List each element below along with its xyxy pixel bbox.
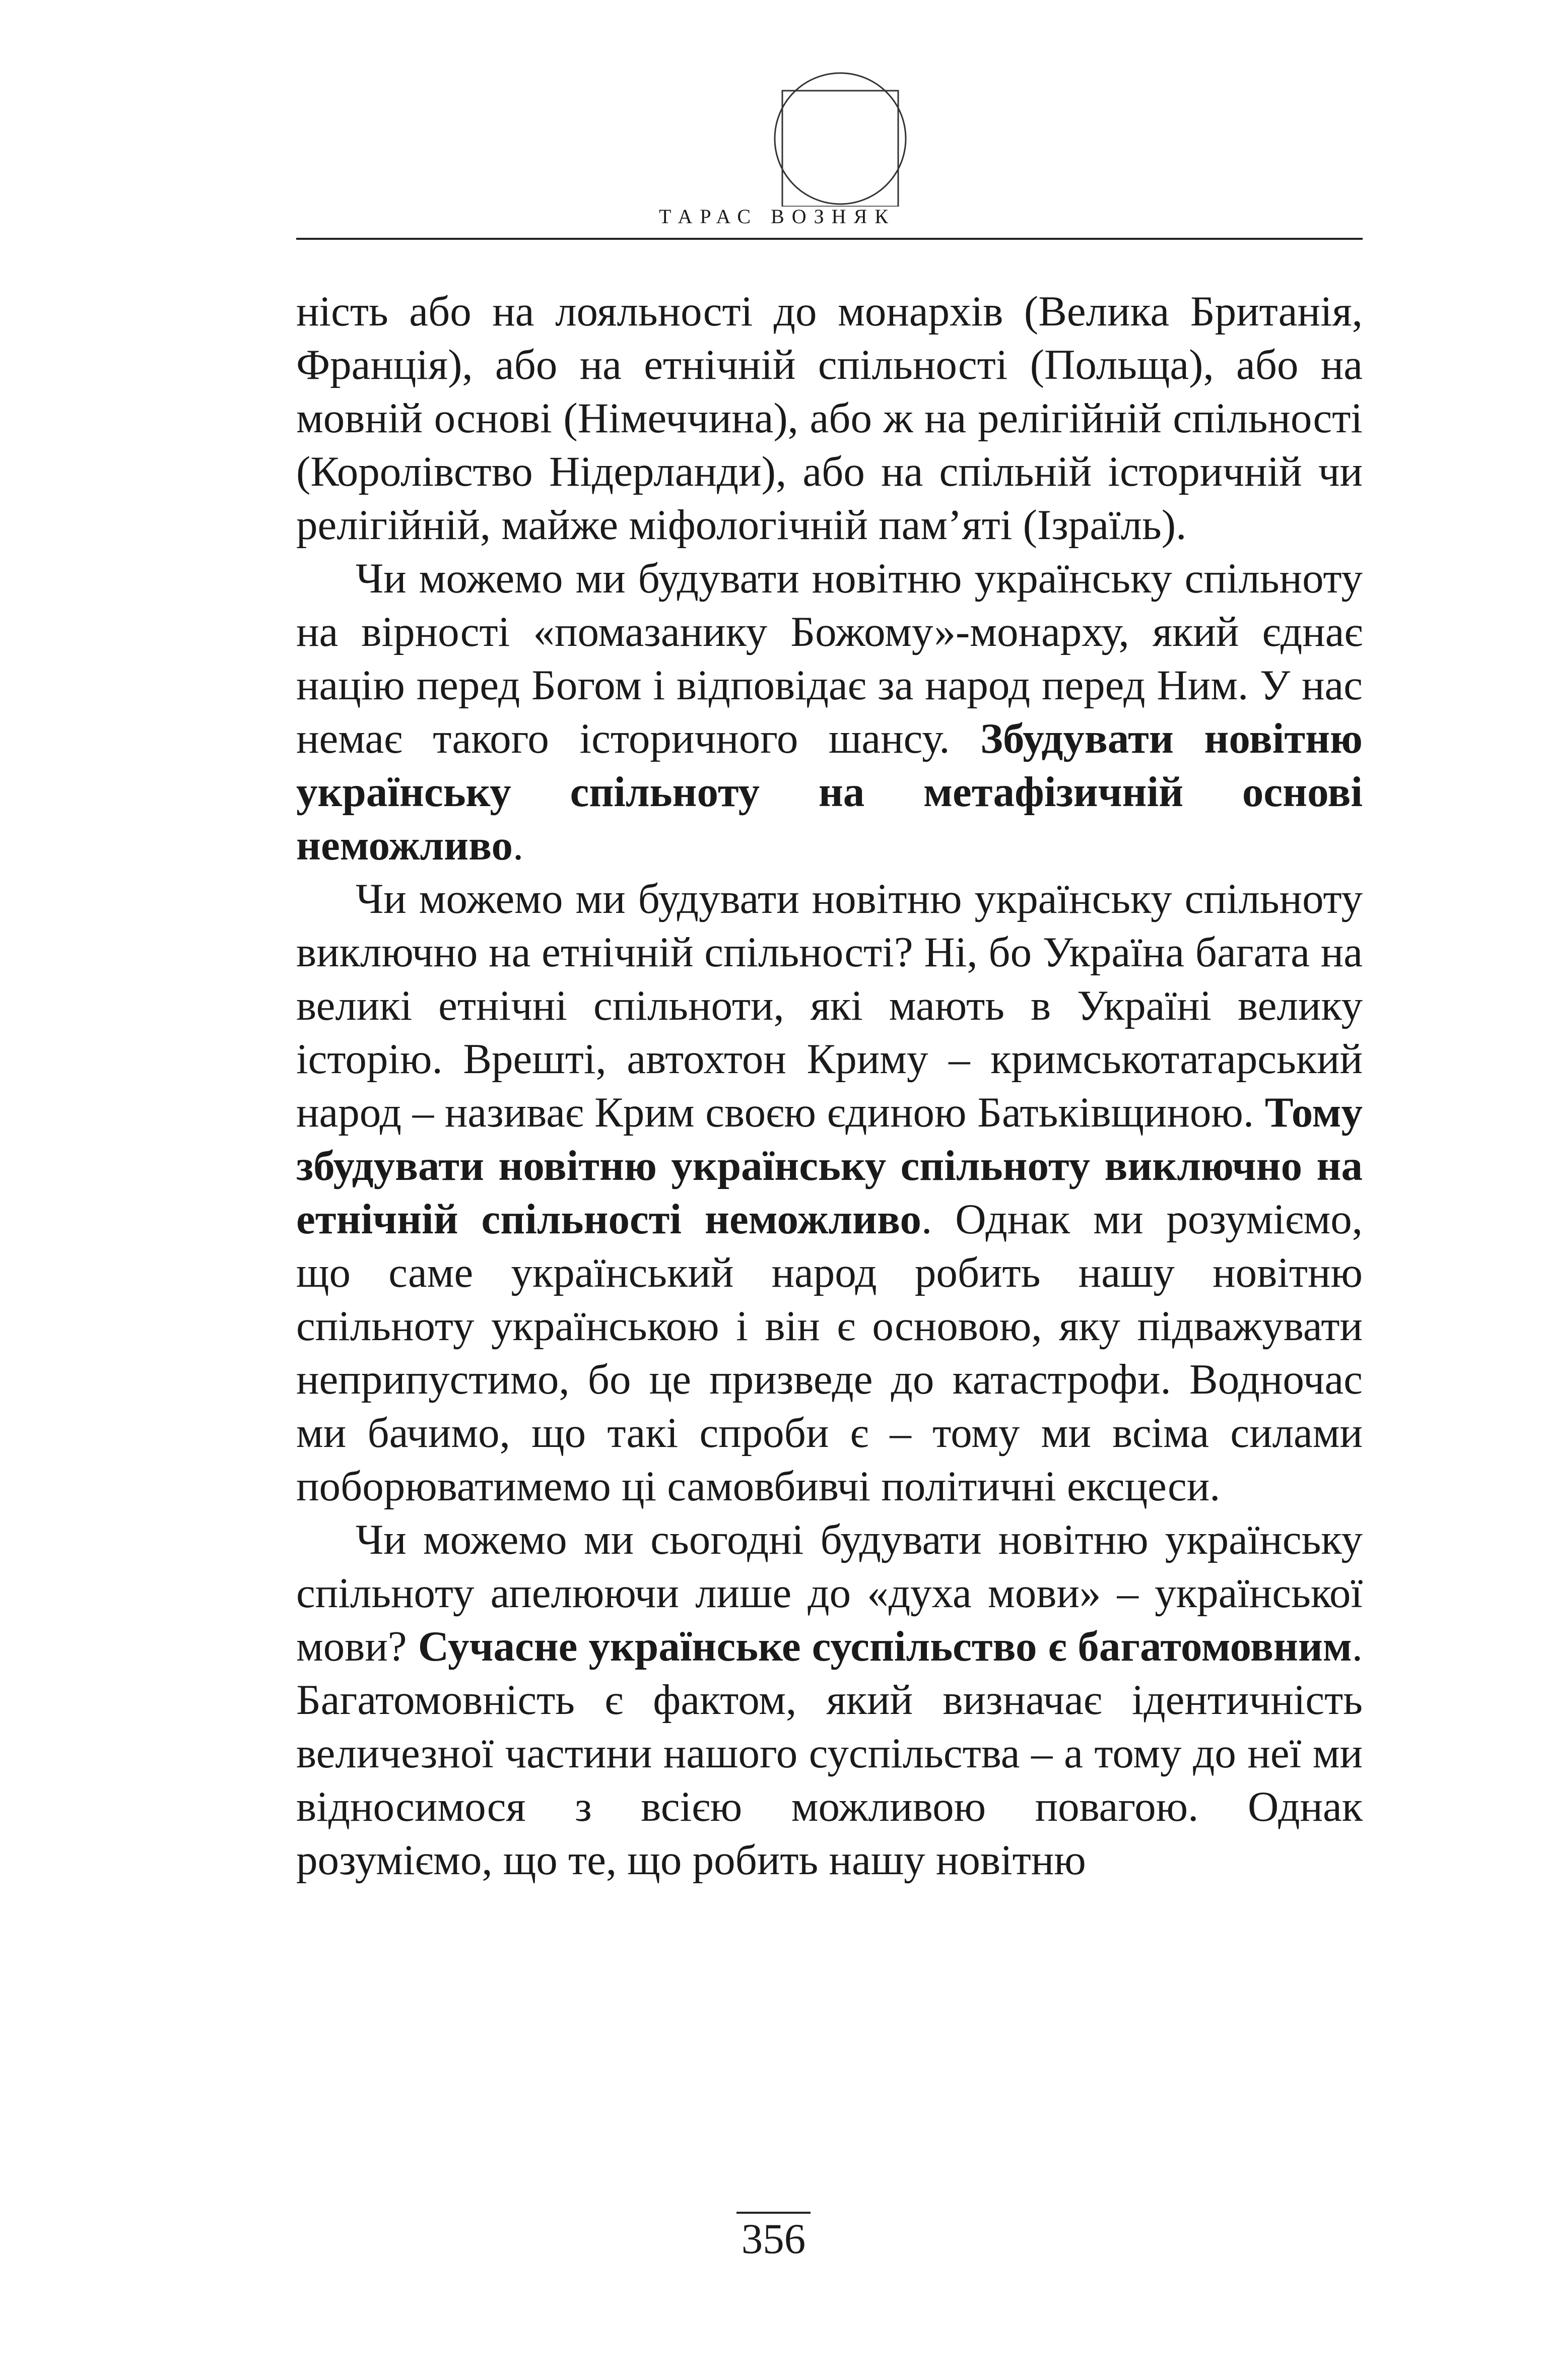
header-rule: [296, 238, 1363, 240]
body-paragraph: [296, 285, 1363, 552]
body-paragraph: [296, 1513, 1363, 1887]
bold-emphasis: Сучасне українське суспільство є багатомовним: [418, 1623, 1352, 1670]
paragraph-text: Чи можемо ми будувати новітню українську спільноту на вірності «помазанику Божому»-монарху, який єднає націю перед Богом і відповідає за народ перед Ним. У нас немає такого історичного шансу.: [296, 555, 1363, 762]
running-head-author: ТАРАС ВОЗНЯК: [659, 205, 896, 228]
page-number: 356: [736, 2212, 811, 2264]
circle-square-emblem-icon: [772, 71, 908, 207]
body-paragraph: [296, 552, 1363, 872]
paragraph-text: . Багатомовність є фактом, який визначає ідентичність величезної частини нашого суспільства – а тому до неї ми відносимося з всією можливою повагою. Однак розуміємо, що те, що робить нашу новітню: [296, 1623, 1363, 1884]
paragraph-text: Чи можемо ми сьогодні будувати новітню українську спільноту апелюючи лише до «духа мови» – української мови?: [296, 1516, 1363, 1670]
bold-emphasis: Тому збудувати новітню українську спільноту виключно на етнічній спільності неможливо: [296, 1089, 1363, 1243]
emblem-circle: [775, 73, 906, 204]
paragraph-text: .: [512, 822, 524, 869]
paragraph-text: . Однак ми розуміємо, що саме український народ робить нашу новітню спільноту українською і він є основою, яку підважувати неприпустимо, бо це призведе до катастрофи. Водночас ми бачимо, що такі спроби є – тому ми всіма силами поборюватимемо ці самовбивчі політичні ексцеси.: [296, 1196, 1363, 1510]
paragraph-text: Чи можемо ми будувати новітню українську спільноту виключно на етнічній спільності? Ні, бо Україна багата на великі етнічні спільноти, які мають в Україні велику історію. Врешті, автохтон Криму – кримськотатарський народ – називає Крим своєю єдиною Батьківщиною.: [296, 875, 1363, 1136]
body-text: [296, 285, 1363, 1887]
paragraph-text: ність або на лояльності до монархів (Велика Британія, Франція), або на етнічній спільності (Польща), або на мовній основі (Німеччина), або ж на релігійній спільності (Королівство Нідерланди), або на спільній історичній чи релігійній, майже міфологічній пам’яті (Ізраїль).: [296, 288, 1363, 549]
bold-emphasis: Збудувати новітню українську спільноту на метафізичній основі неможливо: [296, 715, 1363, 869]
page-number-block: [0, 2212, 1547, 2264]
body-paragraph: [296, 872, 1363, 1513]
